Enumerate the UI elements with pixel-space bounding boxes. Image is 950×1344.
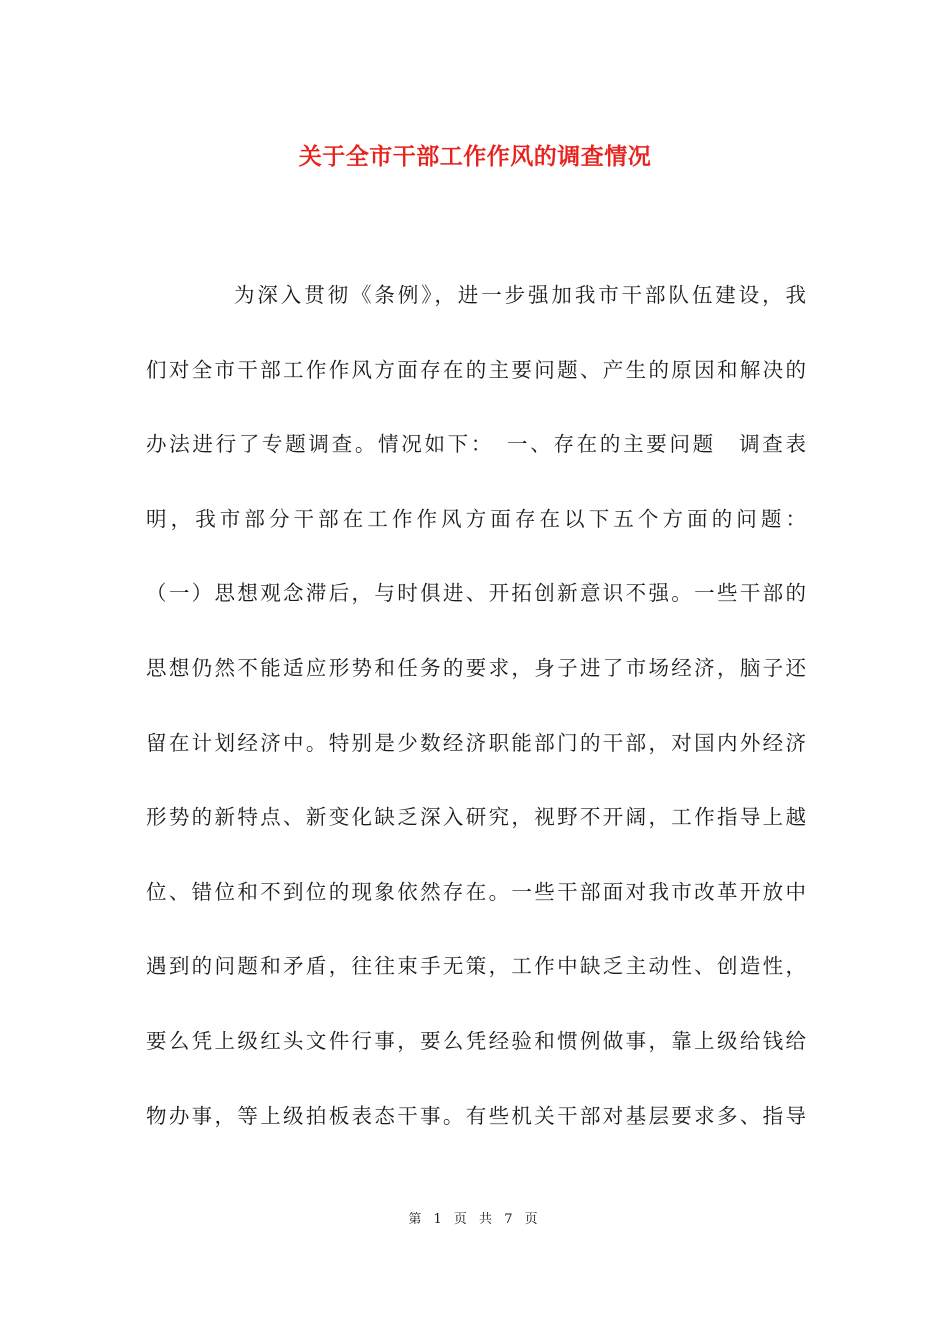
body-line-1: 为深入贯彻《条例》，进一步强加我市干部队伍建设，我	[234, 283, 806, 307]
body-line-4: 明，我市部分干部在工作作风方面存在以下五个方面的问题：	[146, 506, 806, 531]
page-number-footer: 第 1 页 共 7 页	[408, 1212, 542, 1227]
document-title: 关于全市干部工作作风的调查情况	[298, 143, 652, 170]
body-line-11: 要么凭上级红头文件行事，要么凭经验和惯例做事，靠上级给钱给	[146, 1028, 806, 1053]
body-line-5: （一）思想观念滞后，与时俱进、开拓创新意识不强。一些干部的	[146, 581, 806, 606]
body-line-8: 形势的新特点、新变化缺乏深入研究，视野不开阔，工作指导上越	[146, 805, 806, 830]
body-line-9: 位、错位和不到位的现象依然存在。一些干部面对我市改革开放中	[146, 879, 806, 904]
body-line-7: 留在计划经济中。特别是少数经济职能部门的干部，对国内外经济	[146, 730, 806, 755]
body-line-12: 物办事，等上级拍板表态干事。有些机关干部对基层要求多、指导	[146, 1103, 806, 1128]
body-line-10: 遇到的问题和矛盾，往往束手无策，工作中缺乏主动性、创造性，	[146, 954, 806, 979]
body-line-6: 思想仍然不能适应形势和任务的要求，身子进了市场经济，脑子还	[146, 655, 806, 680]
document-body	[146, 268, 806, 1163]
body-line-3: 办法进行了专题调查。情况如下： 一、存在的主要问题 调查表	[146, 432, 806, 457]
body-line-2: 们对全市干部工作作风方面存在的主要问题、产生的原因和解决的	[146, 357, 806, 382]
